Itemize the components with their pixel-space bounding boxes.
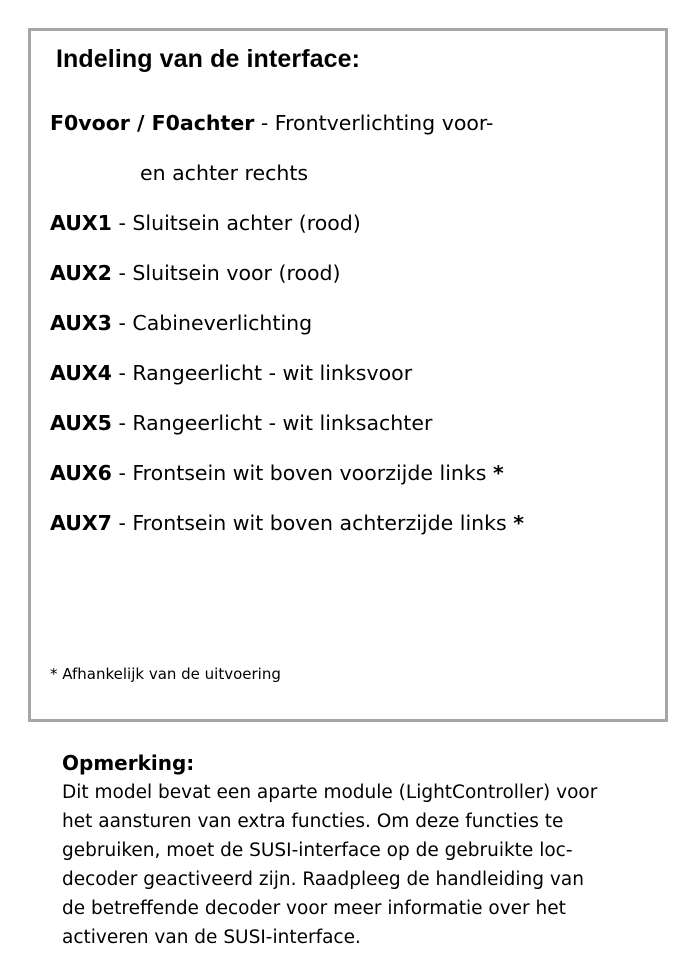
interface-row-aux7	[50, 510, 524, 536]
interface-row-aux3	[50, 310, 312, 336]
note-line: gebruiken, moet de SUSI-interface op de gebruikte loc-	[62, 840, 573, 861]
footnote: * Afhankelijk van de uitvoering	[50, 665, 281, 683]
footnote-marker: *	[492, 461, 504, 485]
row-label: AUX2	[50, 261, 112, 285]
note-line: het aansturen van extra functies. Om deze functies te	[62, 811, 564, 832]
interface-row-aux5	[50, 410, 432, 436]
footnote-marker: *	[513, 511, 524, 535]
interface-title: Indeling van de interface:	[56, 45, 361, 73]
row-text: - Rangeerlicht - wit linksachter	[111, 411, 433, 435]
interface-row-aux1	[50, 210, 361, 236]
row-label: AUX3	[50, 311, 112, 335]
note-line: de betreffende decoder voor meer informatie over het	[62, 898, 566, 919]
row-label: AUX6	[50, 461, 112, 485]
interface-row-aux2	[50, 260, 341, 286]
row-label: AUX1	[50, 211, 112, 235]
interface-box	[28, 28, 668, 722]
note-section	[62, 748, 662, 952]
interface-row-f0	[50, 110, 493, 136]
row-label: AUX4	[50, 361, 112, 385]
row-text: - Cabineverlichting	[111, 311, 313, 335]
interface-row-aux4	[50, 360, 412, 386]
note-line: Dit model bevat een aparte module (LightController) voor	[62, 782, 598, 803]
row-text: - Frontsein wit boven voorzijde links	[111, 461, 493, 485]
row-text: en achter rechts	[140, 161, 309, 185]
note-title: Opmerking:	[62, 751, 195, 775]
row-text: - Sluitsein achter (rood)	[111, 211, 361, 235]
interface-row-f0-continuation	[50, 160, 308, 186]
note-line: decoder geactiveerd zijn. Raadpleeg de handleiding van	[62, 869, 584, 890]
interface-row-aux6	[50, 460, 504, 486]
note-line: activeren van de SUSI-interface.	[62, 927, 361, 948]
row-text: - Rangeerlicht - wit linksvoor	[111, 361, 413, 385]
row-label: F0voor / F0achter	[50, 111, 255, 135]
row-label: AUX5	[50, 411, 112, 435]
row-text: - Frontverlichting voor-	[254, 111, 494, 135]
row-label: AUX7	[50, 511, 112, 535]
note-body	[62, 778, 662, 952]
row-text: - Sluitsein voor (rood)	[111, 261, 341, 285]
row-text: - Frontsein wit boven achterzijde links	[111, 511, 514, 535]
